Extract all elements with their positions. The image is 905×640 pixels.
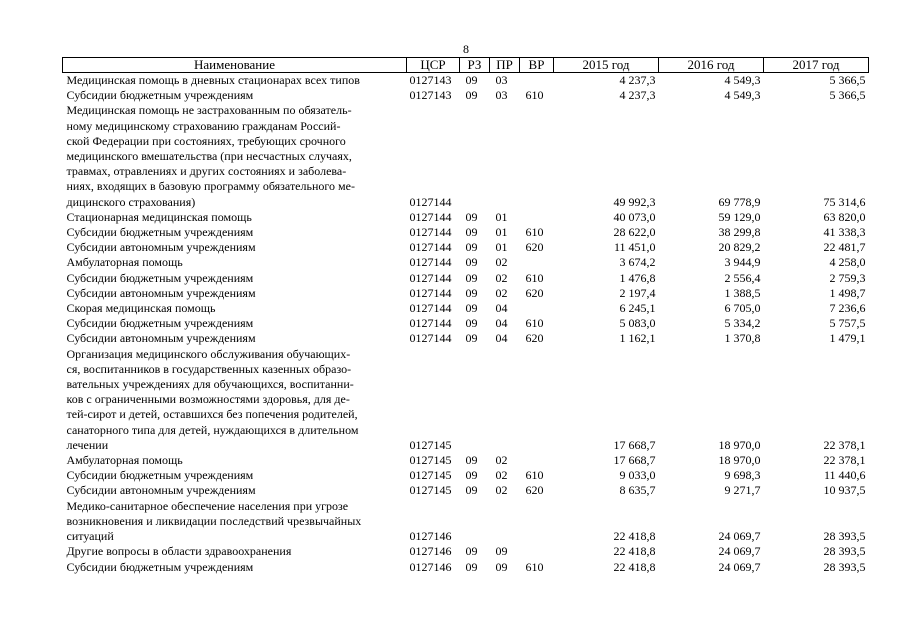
- cell-2017: 5 366,5: [829, 88, 866, 103]
- cell-rz: 09: [465, 225, 478, 240]
- cell-2016: 18 970,0: [718, 453, 761, 468]
- table-row: [63, 103, 869, 209]
- table-body: [63, 73, 869, 575]
- cell-vr: 610: [525, 225, 544, 240]
- cell-2015: 5 083,0: [619, 316, 656, 331]
- cell-pr: [490, 347, 520, 453]
- cell-name: Медицинская помощь не застрахованным по обязатель- ному медицинскому страхованию гражданам Россий- ской Федерации при состояниях, требующих срочного медицинского вмешательства (при несчастных случаях, травмах, отравлениях и других состояниях и заболева- ниях, входящих в базовую программу обязательного ме- дицинского страхования): [66, 103, 355, 209]
- table-row: [63, 73, 869, 89]
- cell-pr: 01: [495, 225, 508, 240]
- table-row: [63, 544, 869, 559]
- cell-csr: 0127146: [409, 559, 452, 574]
- cell-2015: 40 073,0: [613, 209, 656, 224]
- cell-vr: [520, 301, 554, 316]
- header-csr: ЦСР: [407, 58, 460, 73]
- cell-vr: 620: [525, 240, 544, 255]
- cell-pr: 02: [495, 270, 508, 285]
- cell-2017: 22 378,1: [823, 453, 866, 468]
- cell-2016: 18 970,0: [718, 437, 761, 452]
- cell-vr: 620: [525, 331, 544, 346]
- cell-vr: 610: [525, 316, 544, 331]
- cell-2017: 22 378,1: [823, 437, 866, 452]
- cell-name: Медико-санитарное обеспечение населения при угрозе возникновения и ликвидации последствий чрезвычайных ситуаций: [66, 498, 362, 544]
- header-pr: ПР: [490, 58, 520, 73]
- cell-vr: 610: [525, 270, 544, 285]
- cell-2015: 1 162,1: [619, 331, 656, 346]
- cell-csr: 0127144: [409, 225, 452, 240]
- cell-2015: 22 418,8: [613, 559, 656, 574]
- cell-csr: 0127145: [409, 483, 452, 498]
- cell-name: Субсидии автономным учреждениям: [66, 483, 256, 498]
- cell-2015: 6 245,1: [619, 301, 656, 316]
- cell-rz: 09: [465, 73, 478, 87]
- table-row: [63, 499, 869, 545]
- cell-name: Субсидии автономным учреждениям: [66, 240, 256, 255]
- cell-name: Стационарная медицинская помощь: [66, 209, 252, 224]
- cell-rz: 09: [465, 255, 478, 270]
- cell-vr: 610: [525, 559, 544, 574]
- cell-rz: 09: [465, 316, 478, 331]
- cell-pr: 04: [495, 316, 508, 331]
- cell-csr: 0127144: [409, 240, 452, 255]
- cell-csr: 0127144: [409, 270, 452, 285]
- cell-2017: 5 366,5: [829, 73, 866, 87]
- cell-pr: 04: [495, 331, 508, 346]
- cell-name: Амбулаторная помощь: [66, 453, 183, 468]
- cell-2017: 63 820,0: [823, 209, 866, 224]
- cell-2015: 49 992,3: [613, 194, 656, 209]
- cell-2016: 6 705,0: [724, 301, 761, 316]
- cell-2016: 20 829,2: [718, 240, 761, 255]
- header-vr: ВР: [520, 58, 554, 73]
- cell-name: Амбулаторная помощь: [66, 255, 183, 270]
- cell-rz: [460, 499, 490, 545]
- table-row: [63, 240, 869, 255]
- cell-2016: 38 299,8: [718, 225, 761, 240]
- cell-rz: 09: [465, 483, 478, 498]
- cell-2016: 2 556,4: [724, 270, 761, 285]
- cell-csr: 0127144: [409, 331, 452, 346]
- cell-pr: 03: [495, 88, 508, 103]
- cell-2017: 4 258,0: [829, 255, 866, 270]
- cell-2016: 1 370,8: [724, 331, 761, 346]
- cell-2015: 17 668,7: [613, 453, 656, 468]
- cell-csr: 0127146: [409, 544, 452, 559]
- table-row: [63, 453, 869, 468]
- cell-pr: 02: [495, 483, 508, 498]
- cell-rz: 09: [465, 88, 478, 103]
- table-row: [63, 88, 869, 103]
- cell-pr: [490, 499, 520, 545]
- cell-2017: 7 236,6: [829, 301, 866, 316]
- cell-2015: 22 418,8: [613, 529, 656, 544]
- cell-vr: 610: [525, 88, 544, 103]
- cell-csr: 0127146: [409, 529, 452, 544]
- header-2017: 2017 год: [764, 58, 869, 73]
- cell-rz: 09: [465, 209, 478, 224]
- table-row: [63, 483, 869, 498]
- cell-rz: 09: [465, 301, 478, 316]
- cell-name: Субсидии бюджетным учреждениям: [66, 88, 254, 103]
- cell-2016: 5 334,2: [724, 316, 761, 331]
- cell-rz: 09: [465, 544, 478, 559]
- cell-2016: 24 069,7: [718, 529, 761, 544]
- cell-csr: 0127143: [409, 73, 452, 87]
- cell-name: Субсидии бюджетным учреждениям: [66, 468, 254, 483]
- cell-csr: 0127144: [409, 209, 452, 224]
- header-name: Наименование: [63, 58, 407, 73]
- cell-csr: 0127145: [409, 468, 452, 483]
- cell-2015: 28 622,0: [613, 225, 656, 240]
- table-row: [63, 347, 869, 453]
- cell-2016: 59 129,0: [718, 209, 761, 224]
- cell-2015: 3 674,2: [619, 255, 656, 270]
- cell-csr: 0127144: [409, 301, 452, 316]
- table-row: [63, 255, 869, 270]
- cell-name: Субсидии бюджетным учреждениям: [66, 225, 254, 240]
- cell-csr: 0127144: [409, 255, 452, 270]
- table-row: [63, 210, 869, 225]
- cell-2016: 24 069,7: [718, 544, 761, 559]
- cell-vr: [520, 103, 554, 209]
- cell-2017: 75 314,6: [823, 194, 866, 209]
- cell-2017: 2 759,3: [829, 270, 866, 285]
- budget-table: [62, 57, 869, 575]
- cell-2017: 41 338,3: [823, 225, 866, 240]
- cell-name: Организация медицинского обслуживания обучающих- ся, воспитанников в государственных казенных образо- вательных учреждениях для обучающихся, воспитанни- ков с ограниченными возможностями здоровья, для де- тей-сирот и детей, оставшихся без попечения родителей, санаторного типа для детей, нуждающихся в длительном лечении: [66, 346, 359, 452]
- cell-2017: 10 937,5: [823, 483, 866, 498]
- cell-rz: 09: [465, 331, 478, 346]
- cell-pr: 02: [495, 285, 508, 300]
- cell-pr: 03: [495, 73, 508, 87]
- header-2016: 2016 год: [659, 58, 764, 73]
- cell-2016: 4 549,3: [724, 88, 761, 103]
- cell-pr: 02: [495, 468, 508, 483]
- table-row: [63, 225, 869, 240]
- cell-csr: 0127144: [409, 316, 452, 331]
- cell-2016: 4 549,3: [724, 73, 761, 87]
- cell-2017: 28 393,5: [823, 529, 866, 544]
- cell-rz: [460, 347, 490, 453]
- cell-rz: 09: [465, 468, 478, 483]
- cell-vr: [520, 255, 554, 270]
- cell-rz: 09: [465, 240, 478, 255]
- cell-2015: 9 033,0: [619, 468, 656, 483]
- cell-2015: 1 476,8: [619, 270, 656, 285]
- cell-2017: 28 393,5: [823, 544, 866, 559]
- cell-vr: [520, 210, 554, 225]
- cell-csr: 0127144: [409, 285, 452, 300]
- cell-pr: 04: [495, 301, 508, 316]
- header-rz: РЗ: [460, 58, 490, 73]
- cell-2015: 2 197,4: [619, 285, 656, 300]
- header-2015: 2015 год: [554, 58, 659, 73]
- cell-name: Субсидии бюджетным учреждениям: [66, 316, 254, 331]
- cell-name: Медицинская помощь в дневных стационарах всех типов: [66, 73, 360, 87]
- cell-pr: 01: [495, 209, 508, 224]
- cell-vr: 610: [525, 468, 544, 483]
- cell-name: Скорая медицинская помощь: [66, 301, 216, 316]
- table-row: [63, 286, 869, 301]
- table-row: [63, 271, 869, 286]
- cell-2015: 4 237,3: [619, 88, 656, 103]
- cell-name: Субсидии автономным учреждениям: [66, 285, 256, 300]
- cell-csr: 0127144: [409, 194, 452, 209]
- cell-name: Субсидии автономным учреждениям: [66, 331, 256, 346]
- table-header-row: [63, 58, 869, 73]
- cell-vr: [520, 347, 554, 453]
- table-row: [63, 468, 869, 483]
- cell-vr: [520, 453, 554, 468]
- cell-pr: 09: [495, 559, 508, 574]
- cell-2015: 11 451,0: [613, 240, 656, 255]
- cell-pr: [490, 103, 520, 209]
- cell-rz: [460, 103, 490, 209]
- cell-2015: 8 635,7: [619, 483, 656, 498]
- cell-2016: 3 944,9: [724, 255, 761, 270]
- table-row: [63, 331, 869, 346]
- cell-2016: 1 388,5: [724, 285, 761, 300]
- cell-2015: 4 237,3: [619, 73, 656, 87]
- cell-2017: 1 479,1: [829, 331, 866, 346]
- cell-2016: 9 271,7: [724, 483, 761, 498]
- cell-2016: 69 778,9: [718, 194, 761, 209]
- table-row: [63, 301, 869, 316]
- page-number: 8: [463, 42, 469, 56]
- cell-name: Другие вопросы в области здравоохранения: [66, 544, 292, 559]
- cell-2017: 11 440,6: [823, 468, 866, 483]
- cell-pr: 02: [495, 453, 508, 468]
- cell-name: Субсидии бюджетным учреждениям: [66, 270, 254, 285]
- cell-rz: 09: [465, 270, 478, 285]
- cell-csr: 0127145: [409, 453, 452, 468]
- cell-csr: 0127143: [409, 88, 452, 103]
- table-row: [63, 316, 869, 331]
- cell-vr: [520, 544, 554, 559]
- cell-2017: 22 481,7: [823, 240, 866, 255]
- cell-2017: 1 498,7: [829, 285, 866, 300]
- cell-2017: 5 757,5: [829, 316, 866, 331]
- cell-pr: 01: [495, 240, 508, 255]
- cell-2015: 17 668,7: [613, 437, 656, 452]
- cell-vr: 620: [525, 483, 544, 498]
- cell-vr: [520, 73, 554, 89]
- cell-2017: 28 393,5: [823, 559, 866, 574]
- cell-rz: 09: [465, 559, 478, 574]
- cell-2016: 24 069,7: [718, 559, 761, 574]
- cell-rz: 09: [465, 285, 478, 300]
- cell-pr: 02: [495, 255, 508, 270]
- cell-2015: 22 418,8: [613, 544, 656, 559]
- table-row: [63, 560, 869, 575]
- cell-pr: 09: [495, 544, 508, 559]
- cell-vr: 620: [525, 285, 544, 300]
- cell-vr: [520, 499, 554, 545]
- cell-name: Субсидии бюджетным учреждениям: [66, 559, 254, 574]
- cell-2016: 9 698,3: [724, 468, 761, 483]
- cell-csr: 0127145: [409, 437, 452, 452]
- cell-rz: 09: [465, 453, 478, 468]
